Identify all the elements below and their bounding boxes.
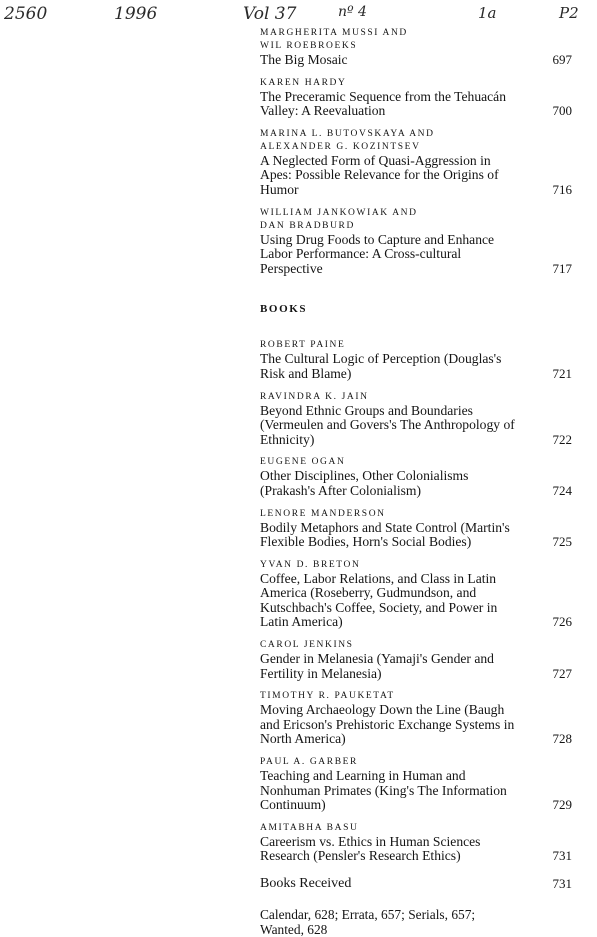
entry-author: MARGHERITA MUSSI AND — [260, 28, 408, 38]
toc-entry — [260, 639, 572, 681]
section-heading-books: BOOKS — [260, 303, 308, 316]
entry-title: Careerism vs. Ethics in Human Sciences Research (Pensler's Research Ethics) — [260, 833, 481, 864]
handwritten-note: 1a — [478, 4, 497, 22]
entry-author: PAUL A. GARBER — [260, 757, 358, 768]
entry-title: The Big Mosaic — [260, 52, 348, 67]
entry-author: YVAN D. BRETON — [260, 559, 361, 570]
entry-page-number: 731 — [552, 876, 572, 892]
toc-entry — [260, 207, 572, 277]
books-received-entry — [260, 876, 572, 892]
entry-page-number: 722 — [552, 431, 572, 447]
entry-title: A Neglected Form of Quasi-Aggression in Apes: Possible Relevance for the Origins of Humor — [260, 152, 499, 197]
entry-page-number: 729 — [552, 797, 572, 813]
entry-author: ROBERT PAINE — [260, 340, 346, 351]
entry-page-number: 727 — [552, 665, 572, 681]
entry-author: DAN BRADBURD — [260, 220, 355, 231]
books-received-label: Books Received — [260, 876, 352, 891]
toc-entry — [260, 128, 572, 198]
handwritten-note: P2 — [559, 4, 579, 22]
entry-page-number: 721 — [552, 365, 572, 381]
entry-author: AMITABHA BASU — [260, 822, 359, 833]
toc-entry — [260, 339, 572, 381]
entry-page-number: 725 — [552, 534, 572, 550]
toc-entry — [260, 456, 572, 498]
handwritten-note: Vol 37 — [243, 4, 297, 24]
entry-author: TIMOTHY R. PAUKETAT — [260, 691, 395, 702]
entry-page-number: 700 — [552, 103, 572, 119]
entry-title: Coffee, Labor Relations, and Class in Latin America (Roseberry, Gudmundson, and Kutschbach's Coffee, Society, and Power in Latin America) — [260, 570, 498, 630]
entry-page-number: 731 — [552, 848, 572, 864]
entry-title: Teaching and Learning in Human and Nonhuman Primates (King's The Information Continuum) — [260, 768, 507, 813]
entry-page-number: 726 — [552, 614, 572, 630]
toc-entry — [260, 27, 572, 68]
toc-entry — [260, 559, 572, 630]
entry-page-number: 717 — [552, 260, 572, 276]
handwritten-note: nº 4 — [338, 4, 367, 20]
toc-entry — [260, 756, 572, 813]
toc-entry — [260, 508, 572, 550]
entry-title: Using Drug Foods to Capture and Enhance Labor Performance: A Cross-cultural Perspective — [260, 231, 495, 276]
entry-title: Moving Archaeology Down the Line (Baugh and Ericson's Prehistoric Exchange Systems in North America) — [260, 702, 515, 747]
entry-page-number: 724 — [552, 482, 572, 498]
entry-author: WILLIAM JANKOWIAK AND — [260, 207, 418, 218]
entry-author: RAVINDRA K. JAIN — [260, 391, 369, 402]
table-of-contents — [260, 27, 572, 937]
entry-title: Other Disciplines, Other Colonialisms (Prakash's After Colonialism) — [260, 468, 469, 498]
toc-entry — [260, 77, 572, 119]
entry-page-number: 728 — [552, 731, 572, 747]
entry-title: The Preceramic Sequence from the Tehuacán Valley: A Reevaluation — [260, 88, 507, 119]
entry-title: Gender in Melanesia (Yamaji's Gender and Fertility in Melanesia) — [260, 651, 494, 681]
entry-author: MARINA L. BUTOVSKAYA AND — [260, 128, 435, 139]
entry-title: The Cultural Logic of Perception (Douglas's Risk and Blame) — [260, 351, 502, 381]
toc-entry — [260, 690, 572, 747]
entry-page-number: 697 — [552, 52, 572, 67]
handwritten-note: 2560 — [4, 4, 48, 24]
entry-author: LENORE MANDERSON — [260, 508, 386, 519]
toc-entry — [260, 391, 572, 448]
handwritten-note: 1996 — [114, 4, 158, 24]
toc-entry — [260, 822, 572, 864]
entry-title: Bodily Metaphors and State Control (Martin's Flexible Bodies, Horn's Social Bodies) — [260, 519, 510, 550]
entry-page-number: 716 — [552, 181, 572, 197]
entry-author: ALEXANDER G. KOZINTSEV — [260, 141, 421, 152]
entry-author: EUGENE OGAN — [260, 457, 346, 468]
misc-listing: Calendar, 628; Errata, 657; Serials, 657; Wanted, 628 — [260, 907, 476, 937]
entry-author: CAROL JENKINS — [260, 640, 354, 651]
entry-author: WIL ROEBROEKS — [260, 41, 358, 51]
entry-title: Beyond Ethnic Groups and Boundaries (Vermeulen and Govers's The Anthropology of Ethnicity) — [260, 402, 515, 447]
entry-author: KAREN HARDY — [260, 77, 347, 88]
